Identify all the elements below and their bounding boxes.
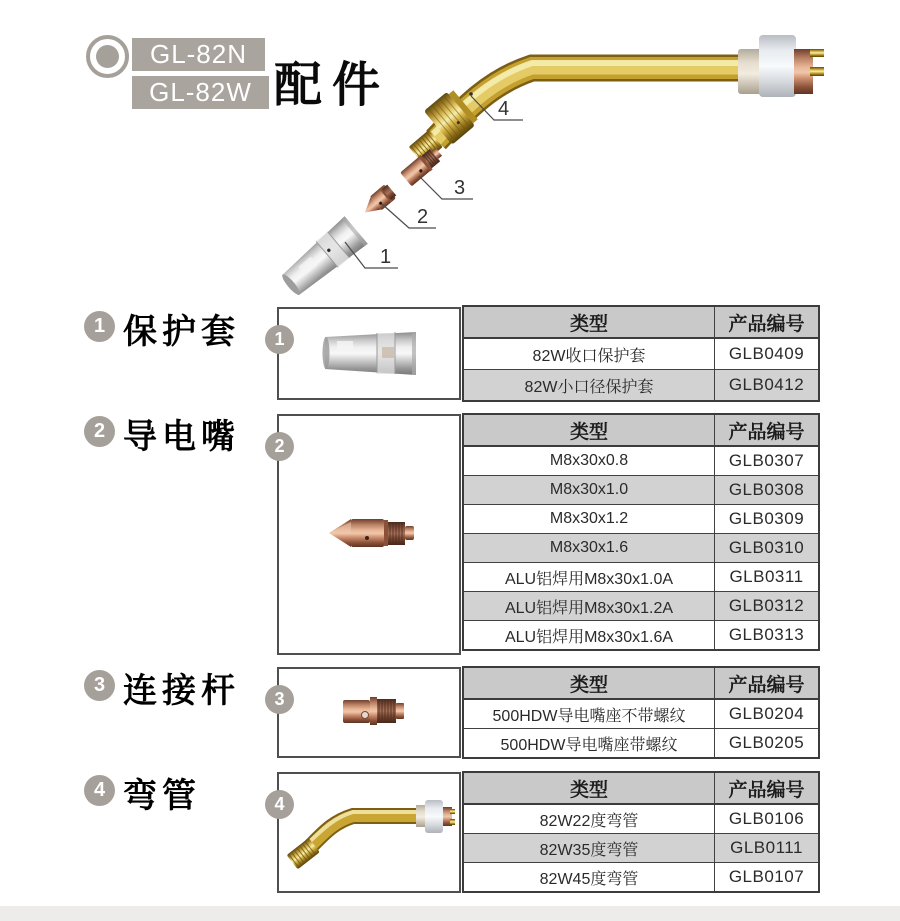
part-contact-tip [359, 183, 397, 219]
col-header-type: 类型 [463, 667, 715, 699]
cell-product-code: GLB0409 [715, 338, 820, 370]
table-row [463, 534, 819, 563]
section-label: 连接杆 [123, 671, 240, 711]
cell-type: 82W45度弯管 [463, 863, 715, 893]
cell-product-code: GLB0107 [715, 863, 820, 893]
table-row [463, 476, 819, 505]
table-row [463, 446, 819, 476]
footer-strip [0, 906, 900, 921]
cell-product-code: GLB0307 [715, 446, 820, 476]
table-row [463, 592, 819, 621]
section-label: 保护套 [123, 312, 240, 352]
part-image-box [274, 414, 461, 655]
table-row [463, 699, 819, 729]
cell-type: ALU铝焊用M8x30x1.2A [463, 592, 715, 621]
model-badge-gl82n: GL-82N [132, 38, 265, 71]
cell-type: M8x30x1.0 [463, 476, 715, 505]
cell-type: ALU铝焊用M8x30x1.0A [463, 563, 715, 592]
cell-product-code: GLB0311 [715, 563, 820, 592]
cell-product-code: GLB0310 [715, 534, 820, 563]
parts-table-contact-tip [462, 413, 820, 651]
col-header-product-code: 产品编号 [715, 306, 820, 338]
rear-pin-top [810, 49, 824, 57]
table-row [463, 863, 819, 893]
bent-tube-image [279, 774, 459, 891]
cell-type: 82W22度弯管 [463, 804, 715, 834]
col-header-product-code: 产品编号 [715, 667, 820, 699]
part-image-box [274, 667, 461, 758]
section-number-badge: 3 [84, 670, 115, 701]
rear-ivory-collar [738, 49, 762, 94]
table-row [463, 729, 819, 759]
box-number-badge: 3 [265, 685, 294, 714]
rear-pin-bottom [810, 67, 824, 76]
cell-product-code: GLB0204 [715, 699, 820, 729]
cell-product-code: GLB0412 [715, 370, 820, 402]
cell-type: 82W小口径保护套 [463, 370, 715, 402]
cell-product-code: GLB0111 [715, 834, 820, 863]
table-row [463, 338, 819, 370]
callout-4: 4 [498, 98, 510, 120]
callout-3: 3 [454, 177, 466, 199]
cell-product-code: GLB0312 [715, 592, 820, 621]
section-number-badge: 4 [84, 775, 115, 806]
section-label: 导电嘴 [123, 417, 240, 457]
cell-type: M8x30x0.8 [463, 446, 715, 476]
callout-1: 1 [380, 246, 392, 268]
cell-product-code: GLB0308 [715, 476, 820, 505]
part-image-box [274, 307, 461, 400]
connecting-rod-image [279, 669, 459, 756]
page-title: 配件 [274, 57, 391, 113]
section-label: 弯管 [123, 776, 201, 816]
table-row [463, 505, 819, 534]
part-protective-nozzle [277, 216, 368, 300]
table-row [463, 370, 819, 402]
parts-table-bent-tube [462, 771, 820, 893]
part-image-box [274, 772, 461, 893]
cell-product-code: GLB0106 [715, 804, 820, 834]
box-number-badge: 4 [265, 790, 294, 819]
parts-table-connecting-rod [462, 666, 820, 759]
protective-sleeve-image [279, 309, 459, 398]
box-number-badge: 2 [265, 432, 294, 461]
table-row [463, 563, 819, 592]
table-row [463, 621, 819, 651]
cell-type: ALU铝焊用M8x30x1.6A [463, 621, 715, 651]
table-header-row [463, 772, 819, 804]
parts-table-protective-sleeve [462, 305, 820, 402]
table-header-row [463, 414, 819, 446]
col-header-type: 类型 [463, 414, 715, 446]
table-row [463, 834, 819, 863]
section-number-badge: 1 [84, 311, 115, 342]
box-number-badge: 1 [265, 325, 294, 354]
table-header-row [463, 306, 819, 338]
torch-bent-tube [409, 35, 824, 164]
col-header-product-code: 产品编号 [715, 414, 820, 446]
cell-product-code: GLB0313 [715, 621, 820, 651]
bullet-ring-icon [86, 35, 129, 78]
contact-tip-image [279, 416, 459, 653]
col-header-type: 类型 [463, 772, 715, 804]
table-header-row [463, 667, 819, 699]
cell-product-code: GLB0309 [715, 505, 820, 534]
cell-type: M8x30x1.6 [463, 534, 715, 563]
model-badge-gl82w: GL-82W [132, 76, 269, 109]
cell-type: 500HDW导电嘴座不带螺纹 [463, 699, 715, 729]
section-number-badge: 2 [84, 416, 115, 447]
rear-white-connector [759, 35, 796, 97]
cell-type: 82W35度弯管 [463, 834, 715, 863]
cell-product-code: GLB0205 [715, 729, 820, 759]
col-header-type: 类型 [463, 306, 715, 338]
col-header-product-code: 产品编号 [715, 772, 820, 804]
cell-type: M8x30x1.2 [463, 505, 715, 534]
callout-2: 2 [417, 206, 429, 228]
cell-type: 500HDW导电嘴座带螺纹 [463, 729, 715, 759]
cell-type: 82W收口保护套 [463, 338, 715, 370]
table-row [463, 804, 819, 834]
